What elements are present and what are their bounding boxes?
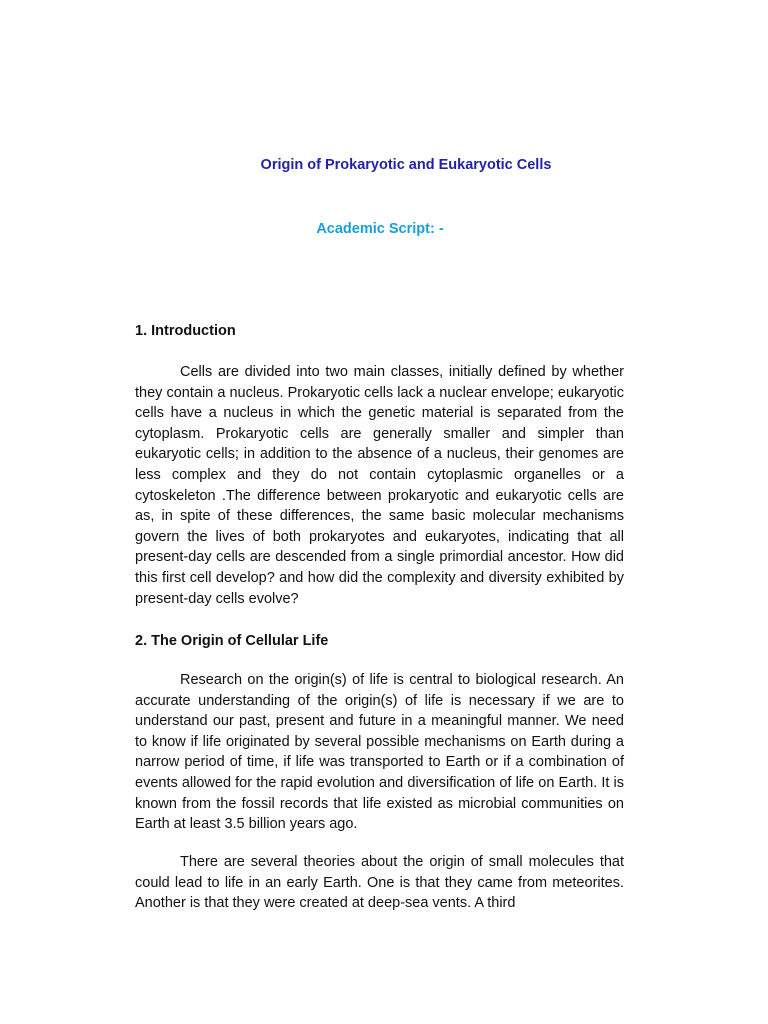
- document-subtitle: Academic Script: -: [316, 221, 444, 237]
- section-heading-introduction: 1. Introduction: [135, 323, 236, 339]
- document-title: Origin of Prokaryotic and Eukaryotic Cells: [260, 157, 552, 173]
- paragraph-origin-research: Research on the origin(s) of life is central to biological research. An accurate understanding of the origin(s) of life is necessary if we are to understand our past, present and future in a meaningful manner. We need to know if life originated by several possible mechanisms on Earth during a narrow period of time, if life was transported to Earth or if a combination of events allowed for the rapid evolution and diversification of life on Earth. It is known from the fossil records that life existed as microbial communities on Earth at least 3.5 billion years ago.: [135, 672, 624, 833]
- paragraph-introduction: Cells are divided into two main classes, initially defined by whether they contain a nucleus. Prokaryotic cells lack a nuclear envelope; eukaryotic cells have a nucleus in which the genetic material is separated from the cytoplasm. Prokaryotic cells are generally smaller and simpler than eukaryotic cells; in addition to the absence of a nucleus, their genomes are less complex and they do not contain cytoplasmic organelles or a cytoskeleton .The difference between prokaryotic and eukaryotic cells are as, in spite of these differences, the same basic molecular mechanisms govern the lives of both prokaryotes and eukaryotes, indicating that all present-day cells are descended from a single primordial ancestor. How did this first cell develop? and how did the complexity and diversity exhibited by present-day cells evolve?: [135, 364, 624, 607]
- section-heading-origin-of-cellular-life: 2. The Origin of Cellular Life: [135, 633, 329, 649]
- paragraph-origin-theories: There are several theories about the origin of small molecules that could lead to life in an early Earth. One is that they came from meteorites. Another is that they were created at deep-sea vents. A third: [135, 854, 624, 912]
